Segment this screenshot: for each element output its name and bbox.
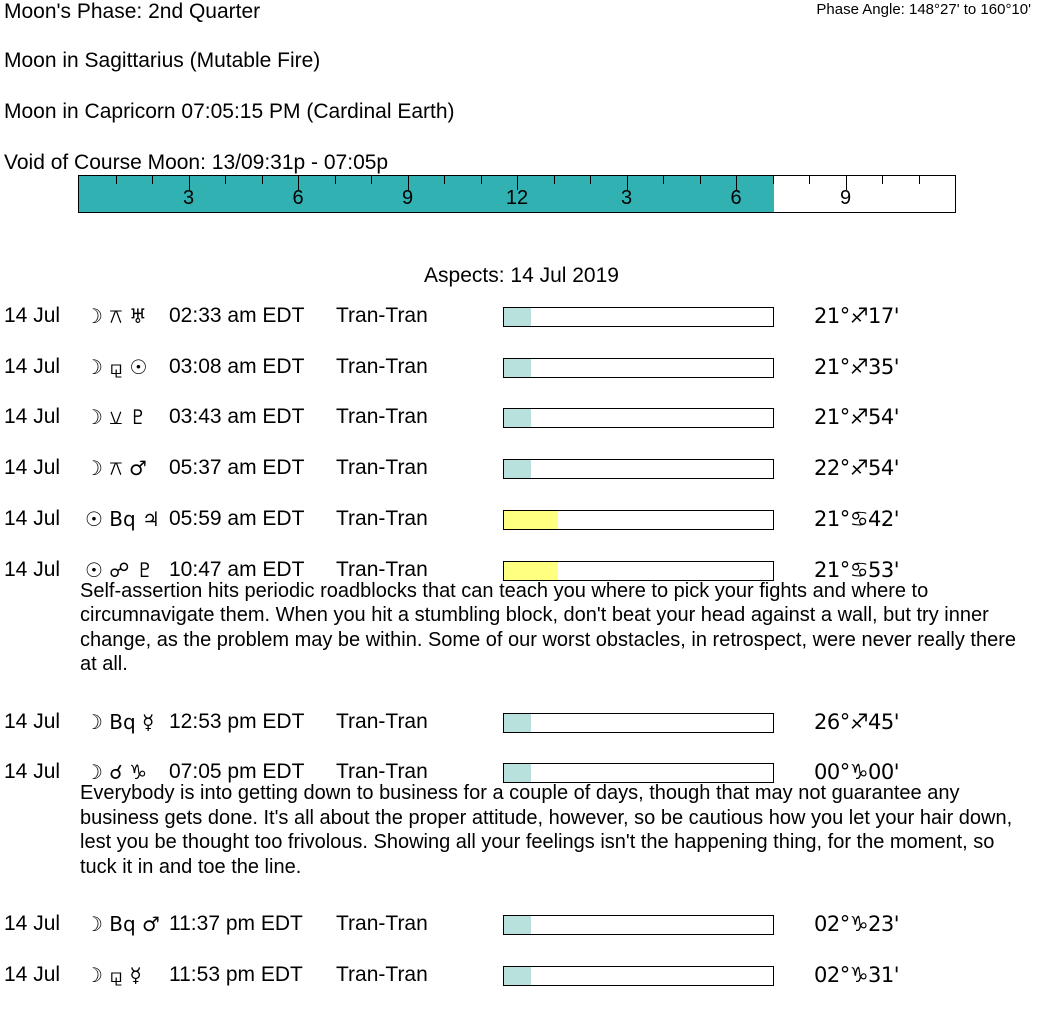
aspect-strength-fill xyxy=(504,714,531,732)
aspect-row xyxy=(0,505,1043,533)
moon-sign-text: Moon in Sagittarius (Mutable Fire) xyxy=(4,49,321,72)
timeline-tick xyxy=(152,176,153,184)
timeline-hour-label: 3 xyxy=(182,187,195,209)
moon-phase-text: Moon's Phase: 2nd Quarter xyxy=(4,0,261,23)
aspect-time: 10:47 am EDT xyxy=(169,557,305,581)
aspect-strength-bar xyxy=(503,763,774,783)
aspect-date: 14 Jul xyxy=(4,760,61,784)
aspect-strength-fill xyxy=(504,409,531,427)
aspect-strength-fill xyxy=(504,308,531,326)
phase-angle-text: Phase Angle: 148°27' to 160°10' xyxy=(816,1,1031,18)
aspect-strength-fill xyxy=(504,359,531,377)
aspect-glyphs-icon: ☽ Bq ♂ xyxy=(85,912,160,937)
aspect-position: 02°♑31' xyxy=(814,962,900,987)
aspect-position: 21°♋42' xyxy=(814,506,900,531)
aspect-row xyxy=(0,708,1043,736)
aspect-date: 14 Jul xyxy=(4,709,61,733)
aspect-time: 11:53 pm EDT xyxy=(169,962,303,986)
aspects-title: Aspects: 14 Jul 2019 xyxy=(424,264,619,287)
aspect-row xyxy=(0,403,1043,431)
aspect-date: 14 Jul xyxy=(4,304,61,327)
aspect-strength-fill xyxy=(504,916,531,934)
aspect-row xyxy=(0,961,1043,989)
timeline-tick xyxy=(773,176,774,184)
aspect-strength-bar xyxy=(503,915,774,935)
aspect-row xyxy=(0,454,1043,482)
aspect-glyphs-icon: ☽ ⚼ ☿ xyxy=(85,962,142,987)
aspect-position: 00°♑00' xyxy=(814,760,900,785)
aspect-glyphs-icon: ☽ ⚻ ♅ xyxy=(85,304,147,328)
aspect-time: 03:08 am EDT xyxy=(169,354,305,378)
timeline-tick xyxy=(481,176,482,184)
aspect-kind: Tran-Tran xyxy=(336,557,428,581)
void-of-course-timeline xyxy=(78,175,956,213)
aspect-position: 21°♐54' xyxy=(814,405,900,430)
timeline-tick xyxy=(919,176,920,184)
aspect-strength-bar xyxy=(503,307,774,327)
aspect-glyphs-icon: ☽ ⚼ ☉ xyxy=(85,354,148,379)
timeline-hour-label: 6 xyxy=(730,187,742,209)
aspect-position: 21°♐35' xyxy=(814,354,900,379)
aspect-position: 02°♑23' xyxy=(814,912,900,937)
aspect-time: 05:59 am EDT xyxy=(169,506,305,530)
aspect-position: 21°♋53' xyxy=(814,557,900,582)
aspect-row xyxy=(0,302,1043,330)
aspect-strength-fill xyxy=(504,764,531,782)
timeline-tick xyxy=(335,176,336,184)
aspect-strength-fill xyxy=(504,967,531,985)
moon-ingress-text: Moon in Capricorn 07:05:15 PM (Cardinal Earth) xyxy=(4,100,455,123)
timeline-tick xyxy=(116,176,117,184)
aspect-strength-bar xyxy=(503,408,774,428)
aspect-kind: Tran-Tran xyxy=(336,760,428,784)
aspect-position: 26°♐45' xyxy=(814,709,900,734)
aspect-time: 05:37 am EDT xyxy=(169,456,305,480)
aspect-position: 21°♐17' xyxy=(814,304,900,328)
timeline-tick xyxy=(262,176,263,184)
aspect-glyphs-icon: ☽ ⚺ ♇ xyxy=(85,405,147,430)
aspect-strength-bar xyxy=(503,459,774,479)
aspect-date: 14 Jul xyxy=(4,456,61,480)
aspect-time: 02:33 am EDT xyxy=(169,304,305,327)
timeline-tick xyxy=(225,176,226,184)
aspect-kind: Tran-Tran xyxy=(336,304,428,327)
aspect-strength-fill xyxy=(504,460,531,478)
aspect-kind: Tran-Tran xyxy=(336,709,428,733)
timeline-tick xyxy=(590,176,591,184)
aspect-kind: Tran-Tran xyxy=(336,354,428,378)
aspect-date: 14 Jul xyxy=(4,912,61,936)
timeline-tick xyxy=(371,176,372,184)
timeline-hour-label: 3 xyxy=(620,187,633,209)
timeline-tick xyxy=(444,176,445,184)
aspect-date: 14 Jul xyxy=(4,557,61,581)
aspect-date: 14 Jul xyxy=(4,354,61,378)
aspect-date: 14 Jul xyxy=(4,405,61,429)
timeline-tick xyxy=(809,176,810,184)
aspect-kind: Tran-Tran xyxy=(336,405,428,429)
aspect-time: 12:53 pm EDT xyxy=(169,709,305,733)
aspect-kind: Tran-Tran xyxy=(336,962,428,986)
aspect-kind: Tran-Tran xyxy=(336,506,428,530)
aspect-glyphs-icon: ☉ Bq ♃ xyxy=(85,506,160,531)
aspect-glyphs-icon: ☽ ☌ ♑ xyxy=(85,760,148,785)
timeline-hour-label: 12 xyxy=(505,187,529,209)
aspect-description: Self-assertion hits periodic roadblocks that can teach you where to pick your fights and where to circumnavigate them. When you hit a stumbling block, don't beat your head against a wall, but try inner change, as the problem may be within. Some of our worst obstacles, in retrospect, were never really there at all. xyxy=(80,579,1017,675)
void-of-course-text: Void of Course Moon: 13/09:31p - 07:05p xyxy=(4,151,389,174)
aspect-strength-bar xyxy=(503,561,774,581)
aspect-strength-fill xyxy=(504,562,558,580)
aspect-strength-bar xyxy=(503,510,774,530)
timeline-tick xyxy=(882,176,883,184)
timeline-hour-label: 9 xyxy=(401,187,414,209)
timeline-tick xyxy=(663,176,664,184)
aspect-glyphs-icon: ☽ ⚻ ♂ xyxy=(85,456,147,481)
aspect-strength-bar xyxy=(503,358,774,378)
aspect-time: 03:43 am EDT xyxy=(169,405,305,429)
timeline-hour-label: 9 xyxy=(839,187,852,209)
aspect-row xyxy=(0,353,1043,381)
aspect-strength-bar xyxy=(503,966,774,986)
aspect-time: 07:05 pm EDT xyxy=(169,760,305,784)
aspect-row xyxy=(0,910,1043,938)
aspect-time: 11:37 pm EDT xyxy=(169,912,303,936)
aspect-strength-fill xyxy=(504,511,558,529)
timeline-tick xyxy=(554,176,555,184)
timeline-tick xyxy=(700,176,701,184)
aspect-kind: Tran-Tran xyxy=(336,456,428,480)
aspect-kind: Tran-Tran xyxy=(336,912,428,936)
aspect-glyphs-icon: ☽ Bq ☿ xyxy=(85,709,155,734)
aspect-date: 14 Jul xyxy=(4,962,61,986)
timeline-hour-label: 6 xyxy=(292,187,304,209)
aspect-glyphs-icon: ☉ ☍ ♇ xyxy=(85,557,154,582)
aspect-strength-bar xyxy=(503,713,774,733)
aspect-position: 22°♐54' xyxy=(814,456,900,481)
aspect-description: Everybody is into getting down to business for a couple of days, though that may not guarantee any business gets done. It's all about the proper attitude, however, so be cautious how you let your hair down, lest you be thought too frivolous. Showing all your feelings isn't the happening thing, for the moment, so tuck it in and toe the line. xyxy=(80,782,1013,878)
aspect-date: 14 Jul xyxy=(4,506,61,530)
